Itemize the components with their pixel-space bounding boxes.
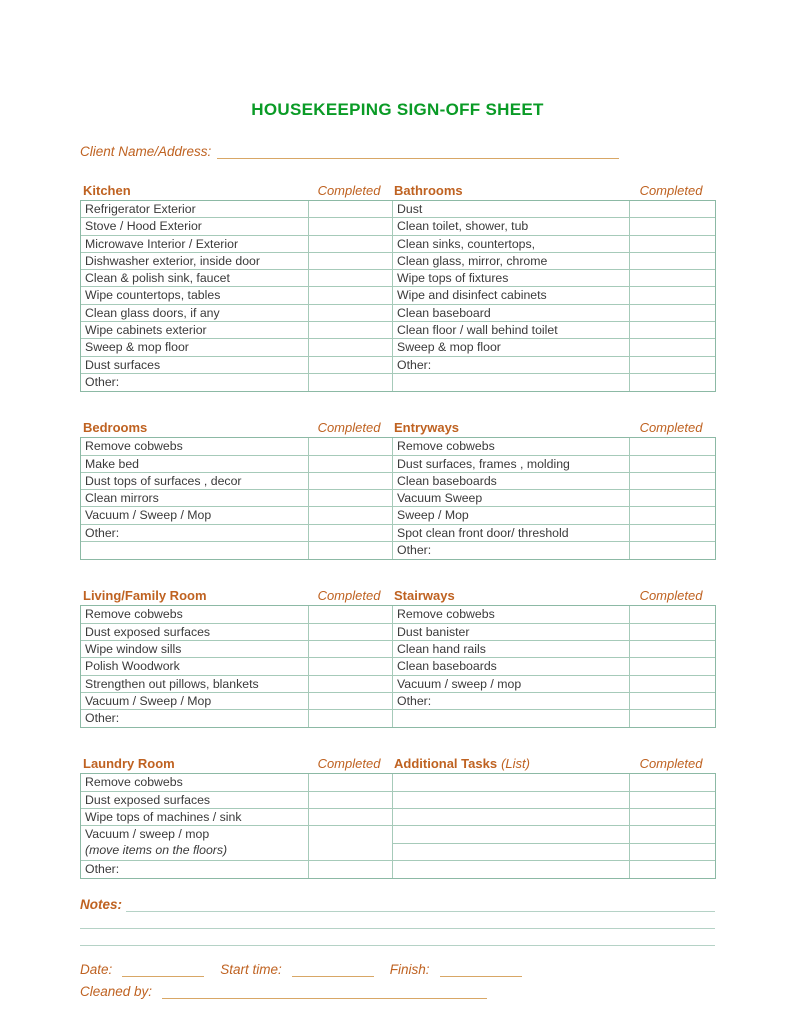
section-title: [391, 420, 628, 435]
completed-cell[interactable]: [629, 693, 715, 710]
completed-column-label: Completed: [639, 588, 703, 604]
client-name-field[interactable]: [217, 145, 619, 159]
start-time-label: Start time:: [220, 962, 282, 978]
completed-cell[interactable]: [308, 287, 392, 304]
completed-cell[interactable]: [629, 792, 715, 809]
completed-cell[interactable]: [629, 658, 715, 675]
completed-cell[interactable]: [629, 525, 715, 542]
task-cell: [81, 542, 308, 559]
footer: [80, 962, 715, 999]
completed-cell[interactable]: [629, 809, 715, 826]
completed-cell[interactable]: [629, 270, 715, 287]
completed-cell[interactable]: [308, 270, 392, 287]
table-half-left: [81, 774, 392, 878]
task-cell: Clean baseboards: [393, 473, 629, 490]
task-cell: [393, 844, 629, 861]
task-cell: Stove / Hood Exterior: [81, 218, 308, 235]
task-cell: Vacuum / Sweep / Mop: [81, 693, 308, 710]
task-cell: Wipe cabinets exterior: [81, 322, 308, 339]
section-title-text: Additional Tasks: [394, 756, 498, 772]
notes-field-line-2[interactable]: [80, 912, 715, 929]
task-cell: Wipe tops of fixtures: [393, 270, 629, 287]
completed-cell[interactable]: [629, 305, 715, 322]
task-cell: Other:: [397, 543, 432, 558]
finish-field[interactable]: [440, 963, 522, 977]
task-cell: Strengthen out pillows, blankets: [81, 676, 308, 693]
task-cell: Dishwasher exterior, inside door: [81, 253, 308, 270]
completed-cell[interactable]: [308, 357, 392, 374]
section-title: [391, 183, 628, 198]
task-cell: Clean toilet, shower, tub: [393, 218, 629, 235]
task-cell: Remove cobwebs: [393, 606, 629, 623]
section-title: [80, 756, 307, 771]
completed-cell[interactable]: [629, 606, 715, 623]
completed-cell[interactable]: [308, 861, 392, 878]
table-half-right: [392, 774, 715, 878]
completed-cell[interactable]: [629, 641, 715, 658]
completed-column-label: Completed: [639, 756, 703, 772]
task-cell: Sweep & mop floor: [81, 339, 308, 356]
task-cell: Clean baseboard: [393, 305, 629, 322]
task-cell: [393, 861, 629, 878]
completed-cell[interactable]: [629, 201, 715, 218]
task-cell: Dust tops of surfaces , decor: [81, 473, 308, 490]
completed-cell[interactable]: [308, 606, 392, 623]
completed-column-label: Completed: [639, 420, 703, 436]
task-subtext: (move items on the floors): [85, 842, 228, 857]
completed-cell[interactable]: [308, 826, 392, 861]
task-text: Vacuum / sweep / mop: [85, 827, 210, 842]
task-cell: Other:: [393, 693, 629, 710]
client-name-label: Client Name/Address:: [80, 144, 212, 159]
task-cell: Dust banister: [393, 624, 629, 641]
date-label: Date:: [80, 962, 113, 978]
completed-cell[interactable]: [308, 201, 392, 218]
section-title-text: Living/Family Room: [83, 588, 207, 604]
task-cell: Vacuum / Sweep / Mop: [81, 507, 308, 524]
completed-cell[interactable]: [629, 710, 715, 727]
completed-cell[interactable]: [629, 236, 715, 253]
task-cell: Dust surfaces, frames , molding: [393, 456, 629, 473]
task-cell: [393, 710, 629, 727]
start-time-field[interactable]: [292, 963, 374, 977]
completed-column-label: Completed: [317, 756, 381, 772]
finish-label: Finish:: [389, 962, 430, 978]
client-row: [80, 144, 715, 159]
cleaned-by-field[interactable]: [162, 985, 487, 999]
section-header-row: [80, 414, 715, 435]
section-title: [80, 588, 307, 603]
completed-cell[interactable]: [629, 774, 715, 791]
footer-cleaned-row: [80, 984, 715, 999]
task-cell: Other:: [85, 374, 120, 389]
task-cell: Clean sinks, countertops,: [393, 236, 629, 253]
section-block: [80, 750, 715, 879]
task-cell: [393, 826, 629, 843]
completed-cell[interactable]: [308, 253, 392, 270]
completed-cell[interactable]: [308, 507, 392, 524]
task-cell: Clean floor / wall behind toilet: [393, 322, 629, 339]
task-cell: Other:: [85, 711, 120, 726]
task-cell: Other:: [81, 525, 308, 542]
task-cell: Polish Woodwork: [81, 658, 308, 675]
completed-cell[interactable]: [629, 507, 715, 524]
completed-cell[interactable]: [629, 339, 715, 356]
completed-cell[interactable]: [308, 658, 392, 675]
section-title-text: Stairways: [394, 588, 455, 604]
task-cell: Wipe and disinfect cabinets: [393, 287, 629, 304]
cleaned-by-label: Cleaned by:: [80, 984, 153, 1000]
table-half-left: [81, 438, 392, 559]
completed-column-label: Completed: [317, 183, 381, 198]
completed-cell[interactable]: [308, 809, 392, 826]
task-cell: Sweep & mop floor: [393, 339, 629, 356]
completed-cell[interactable]: [629, 542, 715, 559]
task-cell: [81, 826, 308, 861]
completed-cell[interactable]: [308, 456, 392, 473]
completed-cell[interactable]: [308, 236, 392, 253]
notes-label: Notes:: [80, 897, 123, 913]
completed-cell[interactable]: [308, 490, 392, 507]
page-title: HOUSEKEEPING SIGN-OFF SHEET: [251, 100, 544, 119]
task-cell: [393, 809, 629, 826]
task-cell: [393, 374, 629, 391]
task-cell: Clean glass doors, if any: [81, 305, 308, 322]
task-cell: Clean hand rails: [393, 641, 629, 658]
section-header-row: [80, 177, 715, 198]
completed-cell[interactable]: [308, 322, 392, 339]
completed-cell[interactable]: [308, 624, 392, 641]
section-title: [391, 756, 628, 771]
completed-cell[interactable]: [629, 374, 715, 391]
task-cell: Vacuum Sweep: [393, 490, 629, 507]
completed-cell[interactable]: [308, 542, 392, 559]
date-field[interactable]: [122, 963, 204, 977]
table-half-right: [392, 438, 715, 559]
completed-cell[interactable]: [629, 826, 715, 843]
task-cell: Other:: [85, 861, 120, 876]
completed-column-label: Completed: [317, 420, 381, 436]
completed-column-label: Completed: [317, 588, 381, 604]
section-table: [80, 437, 716, 560]
table-half-left: [81, 606, 392, 727]
completed-cell[interactable]: [308, 774, 392, 791]
section-title-text: Bathrooms: [394, 183, 463, 198]
notes-field-line-3[interactable]: [80, 929, 715, 946]
task-cell: Dust surfaces: [81, 357, 308, 374]
completed-cell[interactable]: [629, 624, 715, 641]
section-table: [80, 200, 716, 392]
section-header-row: [80, 582, 715, 603]
task-cell: Clean & polish sink, faucet: [81, 270, 308, 287]
task-cell: Refrigerator Exterior: [81, 201, 308, 218]
completed-cell[interactable]: [629, 676, 715, 693]
completed-cell[interactable]: [629, 438, 715, 455]
task-cell: Dust exposed surfaces: [81, 624, 308, 641]
completed-cell[interactable]: [308, 641, 392, 658]
section-block: [80, 177, 715, 392]
completed-cell[interactable]: [629, 357, 715, 374]
task-cell: Wipe tops of machines / sink: [81, 809, 308, 826]
task-cell: Sweep / Mop: [393, 507, 629, 524]
section-title-text: Bedrooms: [83, 420, 148, 436]
completed-cell[interactable]: [308, 525, 392, 542]
completed-cell[interactable]: [308, 693, 392, 710]
completed-cell[interactable]: [629, 490, 715, 507]
completed-cell[interactable]: [629, 218, 715, 235]
section-block: [80, 582, 715, 728]
table-half-left: [81, 201, 392, 391]
section-title-suffix: (List): [501, 756, 530, 772]
completed-cell[interactable]: [629, 473, 715, 490]
section-title-text: Laundry Room: [83, 756, 175, 772]
task-cell: Remove cobwebs: [81, 774, 308, 791]
sections: [80, 177, 715, 879]
section-header-row: [80, 750, 715, 771]
completed-cell[interactable]: [629, 253, 715, 270]
task-cell: Vacuum / sweep / mop: [393, 676, 629, 693]
section-title: [80, 420, 307, 435]
section-block: [80, 414, 715, 560]
task-cell: Clean baseboards: [393, 658, 629, 675]
task-cell: Other:: [393, 357, 629, 374]
section-title-text: Kitchen: [83, 183, 131, 198]
task-cell: Remove cobwebs: [393, 438, 629, 455]
completed-cell[interactable]: [308, 676, 392, 693]
task-cell: Remove cobwebs: [81, 438, 308, 455]
table-half-right: [392, 606, 715, 727]
table-half-right: [392, 201, 715, 391]
task-cell: Wipe window sills: [81, 641, 308, 658]
task-cell: Clean mirrors: [81, 490, 308, 507]
completed-cell[interactable]: [308, 438, 392, 455]
notes-row: [80, 897, 715, 912]
task-cell: Dust exposed surfaces: [81, 792, 308, 809]
completed-cell[interactable]: [308, 339, 392, 356]
completed-cell[interactable]: [308, 792, 392, 809]
completed-cell[interactable]: [308, 473, 392, 490]
task-cell: Dust: [393, 201, 629, 218]
completed-cell[interactable]: [629, 322, 715, 339]
task-cell: Microwave Interior / Exterior: [81, 236, 308, 253]
completed-cell[interactable]: [308, 305, 392, 322]
footer-times-row: [80, 962, 715, 977]
section-table: [80, 605, 716, 728]
section-table: [80, 773, 716, 879]
completed-cell[interactable]: [308, 218, 392, 235]
notes-field-line-1[interactable]: [126, 898, 715, 912]
completed-cell[interactable]: [308, 374, 392, 391]
completed-cell[interactable]: [629, 456, 715, 473]
task-cell: Wipe countertops, tables: [81, 287, 308, 304]
section-title: [391, 588, 628, 603]
task-cell: Make bed: [81, 456, 308, 473]
completed-cell[interactable]: [629, 287, 715, 304]
completed-cell[interactable]: [629, 861, 715, 878]
completed-cell[interactable]: [629, 844, 715, 861]
task-cell: [393, 774, 629, 791]
completed-cell[interactable]: [308, 710, 392, 727]
task-cell: Remove cobwebs: [81, 606, 308, 623]
task-cell: Spot clean front door/ threshold: [393, 525, 629, 542]
section-title-text: Entryways: [394, 420, 460, 436]
completed-column-label: Completed: [639, 183, 703, 198]
task-cell: Clean glass, mirror, chrome: [393, 253, 629, 270]
section-title: [80, 183, 307, 198]
task-cell: [393, 792, 629, 809]
